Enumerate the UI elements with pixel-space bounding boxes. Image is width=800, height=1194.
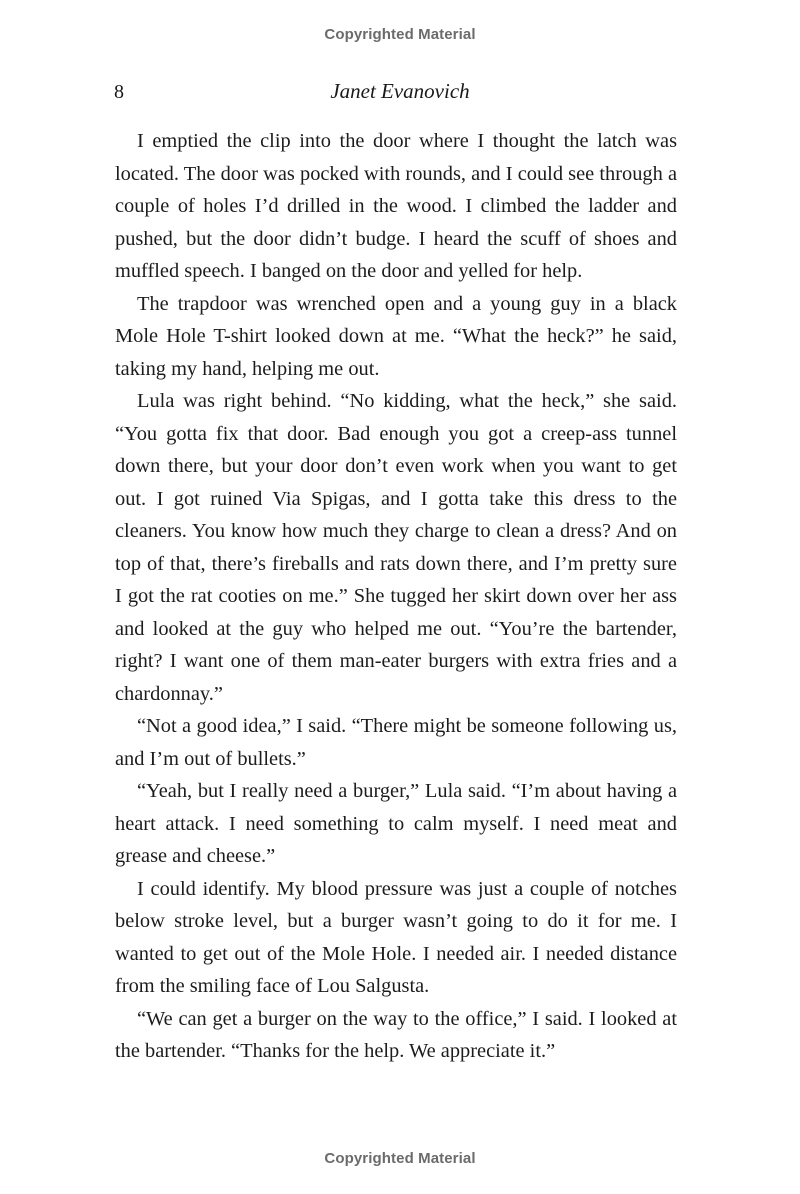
- paragraph: Lula was right behind. “No kidding, what the heck,” she said. “You gotta fix that door. Bad enough you got a creep-ass tunnel down there, but your door don’t even work when you want to get out. I got ruined Via Spigas, and I gotta take this dress to the cleaners. You know how much they charge to clean a dress? And on top of that, there’s fireballs and rats down there, and I’m pretty sure I got the rat cooties on me.” She tugged her skirt down over her ass and looked at the guy who helped me out. “You’re the bartender, right? I want one of them man-eater burgers with extra fries and a chardonnay.”: [115, 390, 677, 705]
- running-title: Janet Evanovich: [330, 79, 470, 103]
- paragraph: “Yeah, but I really need a burger,” Lula said. “I’m about having a heart attack. I need something to calm myself. I need meat and grease and cheese.”: [115, 780, 677, 867]
- body-text: [115, 125, 677, 1068]
- paragraph: The trapdoor was wrenched open and a young guy in a black Mole Hole T-shirt looked down at me. “What the heck?” he said, taking my hand, helping me out.: [115, 292, 677, 380]
- copyright-watermark-top: Copyrighted Material: [324, 26, 476, 43]
- copyright-watermark-bottom: Copyrighted Material: [324, 1150, 476, 1167]
- paragraph: I emptied the clip into the door where I thought the latch was located. The door was pocked with rounds, and I could see through a couple of holes I’d drilled in the wood. I climbed the ladder and pushed, but the door didn’t budge. I heard the scuff of shoes and muffled speech. I banged on the door and yelled for help.: [115, 130, 677, 282]
- running-head: [0, 79, 800, 109]
- paragraph: “We can get a burger on the way to the office,” I said. I looked at the bartender. “Thanks for the help. We appreciate it.”: [115, 1007, 677, 1062]
- paragraph: I could identify. My blood pressure was just a couple of notches below stroke level, but a burger wasn’t going to do it for me. I wanted to get out of the Mole Hole. I needed air. I needed distance from the smiling face of Lou Salgusta.: [115, 877, 677, 997]
- page-number: 8: [114, 81, 124, 103]
- paragraph: “Not a good idea,” I said. “There might be someone following us, and I’m out of bullets.”: [115, 715, 677, 770]
